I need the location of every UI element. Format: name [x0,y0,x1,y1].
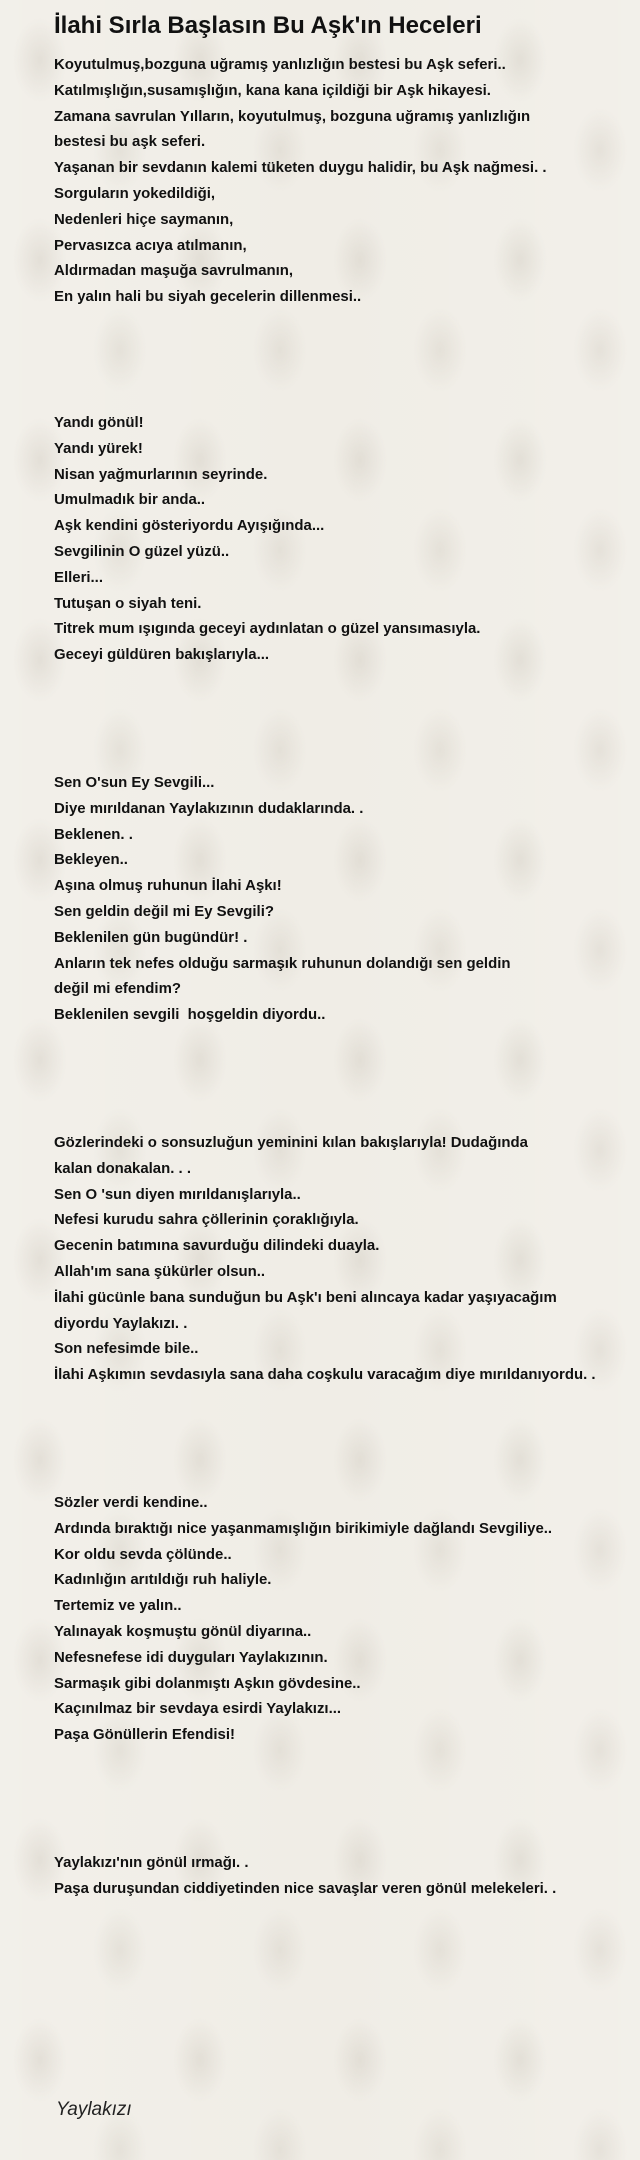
verse-line: Aşına olmuş ruhunun İlahi Aşkı! [54,877,282,895]
verse-line: Beklenilen gün bugündür! . [54,928,248,946]
verse-line: Koyutulmuş,bozguna uğramış yanlızlığın bestesi bu Aşk seferi.. [54,56,506,73]
verse-line: Sorguların yokedildiği, [54,184,216,202]
verse-line: Tertemiz ve yalın.. [54,1597,182,1615]
verse-line: Nefesnefese idi duyguları Yaylakızının. [54,1648,328,1666]
verse-line: Diye mırıldanan Yaylakızının dudaklarında. . [54,799,364,817]
verse-line: Gecenin batımına savurduğu dilindeki duayla. [54,1237,380,1255]
verse-line: En yalın hali bu siyah gecelerin dillenmesi.. [54,288,362,306]
stanza [54,1850,640,1902]
verse-line: Kaçınılmaz bir sevdaya esirdi Yaylakızı... [54,1700,342,1718]
verse-line: Anların tek nefes olduğu sarmaşık ruhunun dolandığı sen geldin [54,954,511,972]
verse-line: Paşa Gönüllerin Efendisi! [54,1726,235,1744]
verse-line: Elleri... [54,568,103,586]
stanza [54,770,640,1028]
verse-line: Yaşanan bir sevdanın kalemi tüketen duygu halidir, bu Aşk nağmesi. . [54,159,547,177]
verse-line: Allah'ım sana şükürler olsun.. [54,1262,266,1280]
verse-line: değil mi efendim? [54,980,181,998]
verse-line: İlahi Aşkımın sevdasıyla sana daha coşkulu varacağım diye mırıldanıyordu. . [54,1366,596,1384]
verse-line: Aşk kendini gösteriyordu Ayışığında... [54,517,325,535]
verse-line: Nedenleri hiçe saymanın, [54,210,234,228]
verse-line: Sen O 'sun diyen mırıldanışlarıyla.. [54,1185,301,1203]
verse-line: Son nefesimde bile.. [54,1340,199,1358]
verse-line: Gözlerindeki o sonsuzluğun yeminini kılan bakışlarıyla! Dudağında [54,1134,528,1151]
verse-line: Pervasızca acıya atılmanın, [54,236,247,254]
verse-line: kalan donakalan. . . [54,1159,191,1177]
verse-line: Sarmaşık gibi dolanmıştı Aşkın gövdesine.. [54,1674,361,1692]
verse-line: Paşa duruşundan ciddiyetinden nice savaşlar veren gönül melekeleri. . [54,1879,557,1897]
stanza [54,410,640,668]
verse-line: Ardında bıraktığı nice yaşanmamışlığın birikimiyle dağlandı Sevgiliye.. [54,1519,553,1537]
stanza [54,1490,640,1748]
verse-line: Kor oldu sevda çölünde.. [54,1545,232,1563]
verse-line: Aldırmadan maşuğa savrulmanın, [54,262,294,280]
verse-line: Umulmadık bir anda.. [54,491,206,509]
verse-line: Yaylakızı'nın gönül ırmağı. . [54,1854,249,1871]
verse-line: Yandı yürek! [54,439,143,457]
stanza [54,52,640,310]
poem-author: Yaylakızı [56,2099,132,2120]
verse-line: Geceyi güldüren bakışlarıyla... [54,646,270,664]
verse-line: Nisan yağmurlarının seyrinde. [54,465,268,483]
poem-title: İlahi Sırla Başlasın Bu Aşk'ın Heceleri [54,12,482,39]
verse-line: Bekleyen.. [54,851,128,869]
verse-line: bestesi bu aşk seferi. [54,133,206,151]
verse-line: Sevgilinin O güzel yüzü.. [54,542,230,560]
verse-line: Sen O'sun Ey Sevgili... [54,774,215,791]
verse-line: Sözler verdi kendine.. [54,1494,208,1511]
stanza [54,1130,640,1388]
verse-line: Yalınayak koşmuştu gönül diyarına.. [54,1622,312,1640]
verse-line: Nefesi kurudu sahra çöllerinin çoraklığıyla. [54,1211,359,1229]
verse-line: Beklenilen sevgili hoşgeldin diyordu.. [54,1006,326,1024]
verse-line: Beklenen. . [54,825,133,843]
verse-line: İlahi gücünle bana sunduğun bu Aşk'ı beni alıncaya kadar yaşıyacağım [54,1288,557,1306]
verse-line: Titrek mum ışıgında geceyi aydınlatan o güzel yansımasıyla. [54,620,481,638]
verse-line: Zamana savrulan Yılların, koyutulmuş, bozguna uğramış yanlızlığın [54,107,531,125]
verse-line: diyordu Yaylakızı. . [54,1314,188,1332]
verse-line: Katılmışlığın,susamışlığın, kana kana içildiği bir Aşk hikayesi. [54,81,491,99]
verse-line: Sen geldin değil mi Ey Sevgili? [54,902,274,920]
verse-line: Tutuşan o siyah teni. [54,594,202,612]
verse-line: Yandı gönül! [54,414,144,431]
verse-line: Kadınlığın arıtıldığı ruh haliyle. [54,1571,272,1589]
